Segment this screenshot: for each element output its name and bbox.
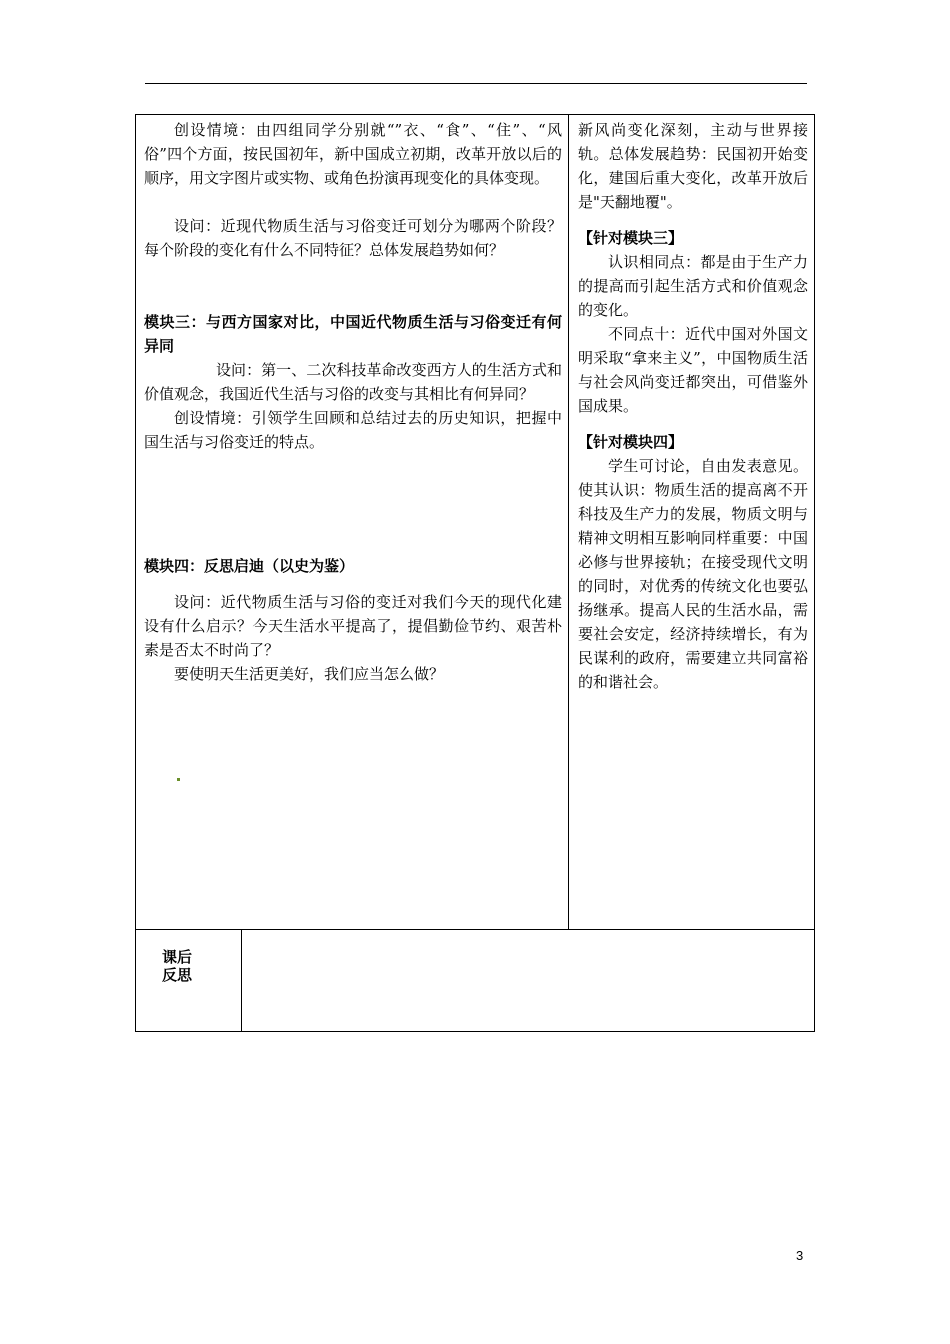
module4-heading: 【针对模块四】	[578, 433, 684, 451]
module4-followup: 要使明天生活更美好，我们应当怎么做？	[174, 665, 445, 683]
module3-heading: 【针对模块三】	[578, 229, 684, 247]
teaching-process-column	[144, 118, 562, 686]
reflection-label-line2: 反思	[161, 966, 192, 984]
reflection-label	[155, 948, 199, 984]
module3-title: 模块三：与西方国家对比，中国近代物质生活与习俗变迁有何异同	[144, 313, 562, 355]
discussion-paragraph: 学生可讨论，自由发表意见。使其认识：物质生活的提高离不开科技及生产力的发展，物质文明与精神文明相互影响同样重要：中国必修与世界接轨；在接受现代文明的同时，对优秀的传统文化也要弘扬继承。提高人民的生活水品，需要社会安定，经济持续增长，有为民谋利的政府，需要建立共同富裕的和谐社会。	[578, 457, 808, 691]
stray-mark	[177, 778, 180, 781]
module4-question: 设问：近代物质生活与习俗的变迁对我们今天的现代化建设有什么启示？今天生活水平提高了，提倡勤俭节约、艰苦朴素是否太不时尚了？	[144, 593, 562, 659]
scenario-paragraph: 创设情境：由四组同学分别就“”衣、“食”、“住”、“风俗”四个方面，按民国初年，新中国成立初期，改革开放以后的顺序，用文字图片或实物、或角色扮演再现变化的具体变现。	[144, 121, 562, 187]
analysis-column	[578, 118, 808, 694]
question-paragraph: 设问：近现代物质生活与习俗变迁可划分为哪两个阶段？每个阶段的变化有什么不同特征？总体发展趋势如何？	[144, 217, 562, 259]
header-rule	[145, 83, 807, 84]
column-divider	[568, 114, 569, 930]
reflection-label-line1: 课后	[161, 948, 192, 966]
page-number: 3	[796, 1248, 804, 1263]
similarity-paragraph: 认识相同点：都是由于生产力的提高而引起生活方式和价值观念的变化。	[578, 253, 808, 319]
module3-scenario: 创设情境：引领学生回顾和总结过去的历史知识，把握中国生活与习俗变迁的特点。	[144, 409, 562, 451]
difference-paragraph: 不同点十：近代中国对外国文明采取“拿来主义”，中国物质生活与社会风尚变迁都突出，可借鉴外国成果。	[578, 325, 808, 415]
footer-divider	[241, 929, 242, 1032]
module3-question: 设问：第一、二次科技革命改变西方人的生活方式和价值观念，我国近代生活与习俗的改变与其相比有何异同？	[144, 361, 562, 403]
trend-paragraph: 新风尚变化深刻，主动与世界接轨。总体发展趋势：民国初开始变化，建国后重大变化，改革开放后是"天翻地覆"。	[578, 121, 808, 211]
module4-title: 模块四：反思启迪（以史为鉴）	[144, 557, 355, 575]
row-divider	[135, 929, 815, 930]
